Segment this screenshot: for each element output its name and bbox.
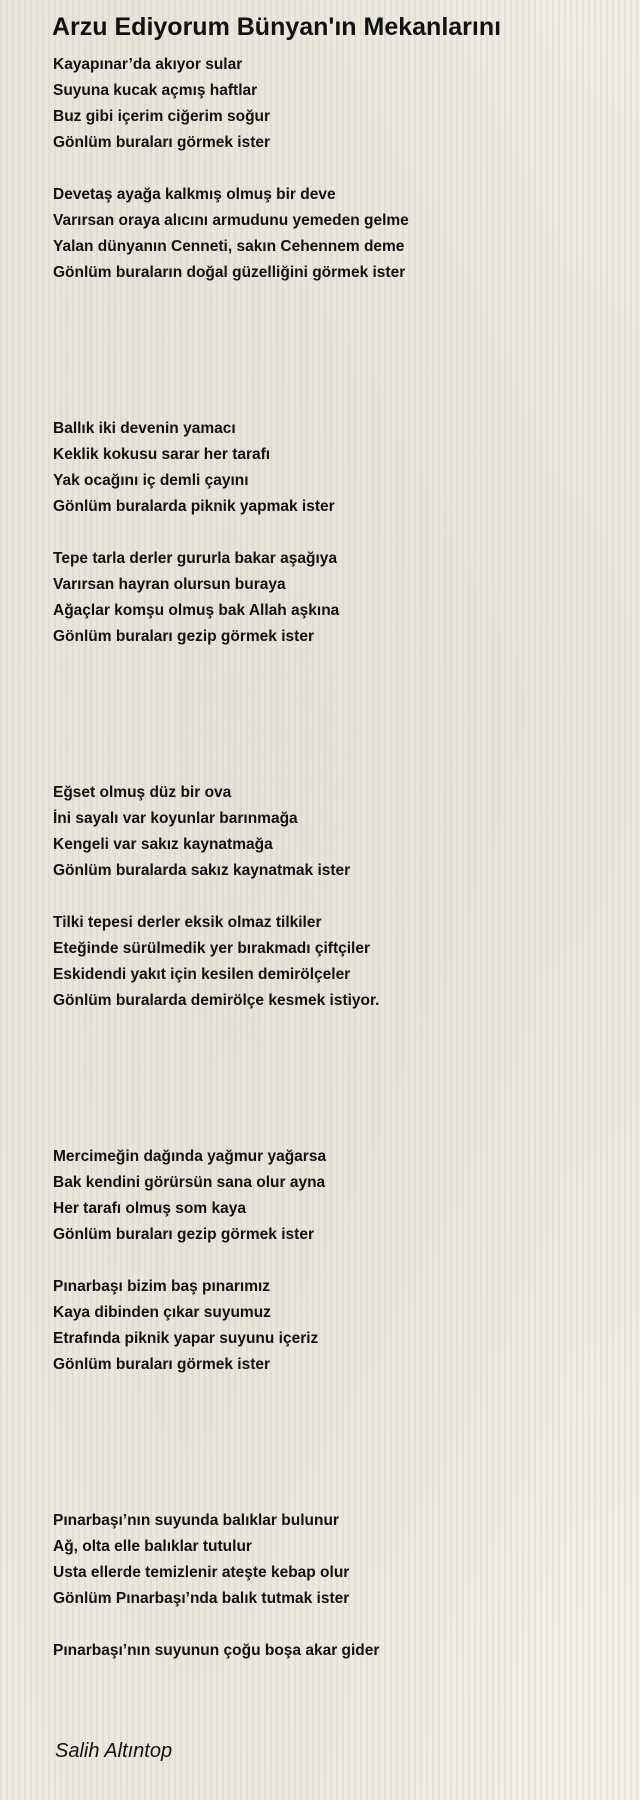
stanza bbox=[53, 1508, 633, 1612]
stanza bbox=[53, 52, 633, 156]
poem-line: Varırsan hayran olursun buraya bbox=[53, 576, 286, 593]
stanza bbox=[53, 1638, 633, 1664]
stanza bbox=[53, 780, 633, 884]
poem-line: Ağaçlar komşu olmuş bak Allah aşkına bbox=[53, 602, 340, 619]
poem-line: Gönlüm buralarda sakız kaynatmak ister bbox=[53, 862, 351, 879]
poem-line: Ballık iki devenin yamacı bbox=[53, 420, 236, 437]
stanza bbox=[53, 1274, 633, 1378]
poem-line: Eğset olmuş düz bir ova bbox=[53, 784, 232, 801]
poem-title: Arzu Ediyorum Bünyan'ın Mekanlarını bbox=[52, 13, 502, 41]
poem-line: Kaya dibinden çıkar suyumuz bbox=[53, 1304, 271, 1321]
poem-line: Keklik kokusu sarar her tarafı bbox=[53, 446, 271, 463]
poem-body bbox=[53, 52, 633, 1690]
poem-line: Varırsan oraya alıcını armudunu yemeden gelme bbox=[53, 212, 409, 229]
poem-line: Suyuna kucak açmış haftlar bbox=[53, 82, 258, 99]
poem-line: Gönlüm buralarda demirölçe kesmek istiyor. bbox=[53, 992, 380, 1009]
stanza bbox=[53, 1144, 633, 1248]
poem-line: Kengeli var sakız kaynatmağa bbox=[53, 836, 273, 853]
poem-line: Gönlüm Pınarbaşı’nda balık tutmak ister bbox=[53, 1590, 350, 1607]
stanza bbox=[53, 910, 633, 1014]
stanza bbox=[53, 182, 633, 286]
stanza bbox=[53, 416, 633, 520]
poem-line: Gönlüm buraları görmek ister bbox=[53, 1356, 271, 1373]
poem-line: Gönlüm buraların doğal güzelliğini görmek ister bbox=[53, 264, 406, 281]
poem-line: Etrafında piknik yapar suyunu içeriz bbox=[53, 1330, 319, 1347]
poem-line: Gönlüm buralarda piknik yapmak ister bbox=[53, 498, 335, 515]
poem-line: Usta ellerde temizlenir ateşte kebap olur bbox=[53, 1564, 350, 1581]
poem-line: Kayapınar’da akıyor sular bbox=[53, 56, 243, 73]
poem-line: Her tarafı olmuş som kaya bbox=[53, 1200, 246, 1217]
poem-line: Yalan dünyanın Cenneti, sakın Cehennem deme bbox=[53, 238, 405, 255]
poem-line: Eteğinde sürülmedik yer bırakmadı çiftçiler bbox=[53, 940, 371, 957]
poem-line: İni sayalı var koyunlar barınmağa bbox=[53, 810, 298, 827]
stanza bbox=[53, 546, 633, 650]
poem-line: Gönlüm buraları gezip görmek ister bbox=[53, 1226, 314, 1243]
poem-line: Tilki tepesi derler eksik olmaz tilkiler bbox=[53, 914, 322, 931]
poem-line: Yak ocağını iç demli çayını bbox=[53, 472, 249, 489]
poem-line: Pınarbaşı’nın suyunda balıklar bulunur bbox=[53, 1512, 339, 1529]
poem-line: Eskidendi yakıt için kesilen demirölçeler bbox=[53, 966, 351, 983]
poem-line: Bak kendini görürsün sana olur ayna bbox=[53, 1174, 326, 1191]
poem-line: Pınarbaşı’nın suyunun çoğu boşa akar gider bbox=[53, 1642, 380, 1659]
poem-line: Ağ, olta elle balıklar tutulur bbox=[53, 1538, 252, 1555]
poem-line: Pınarbaşı bizim baş pınarımız bbox=[53, 1278, 271, 1295]
poem-author: Salih Altıntop bbox=[55, 1740, 173, 1762]
poem-line: Devetaş ayağa kalkmış olmuş bir deve bbox=[53, 186, 336, 203]
poem-line: Mercimeğin dağında yağmur yağarsa bbox=[53, 1148, 327, 1165]
poem-line: Gönlüm buraları gezip görmek ister bbox=[53, 628, 314, 645]
poem-line: Buz gibi içerim ciğerim soğur bbox=[53, 108, 271, 125]
poem-line: Gönlüm buraları görmek ister bbox=[53, 134, 271, 151]
poem-line: Tepe tarla derler gururla bakar aşağıya bbox=[53, 550, 338, 567]
